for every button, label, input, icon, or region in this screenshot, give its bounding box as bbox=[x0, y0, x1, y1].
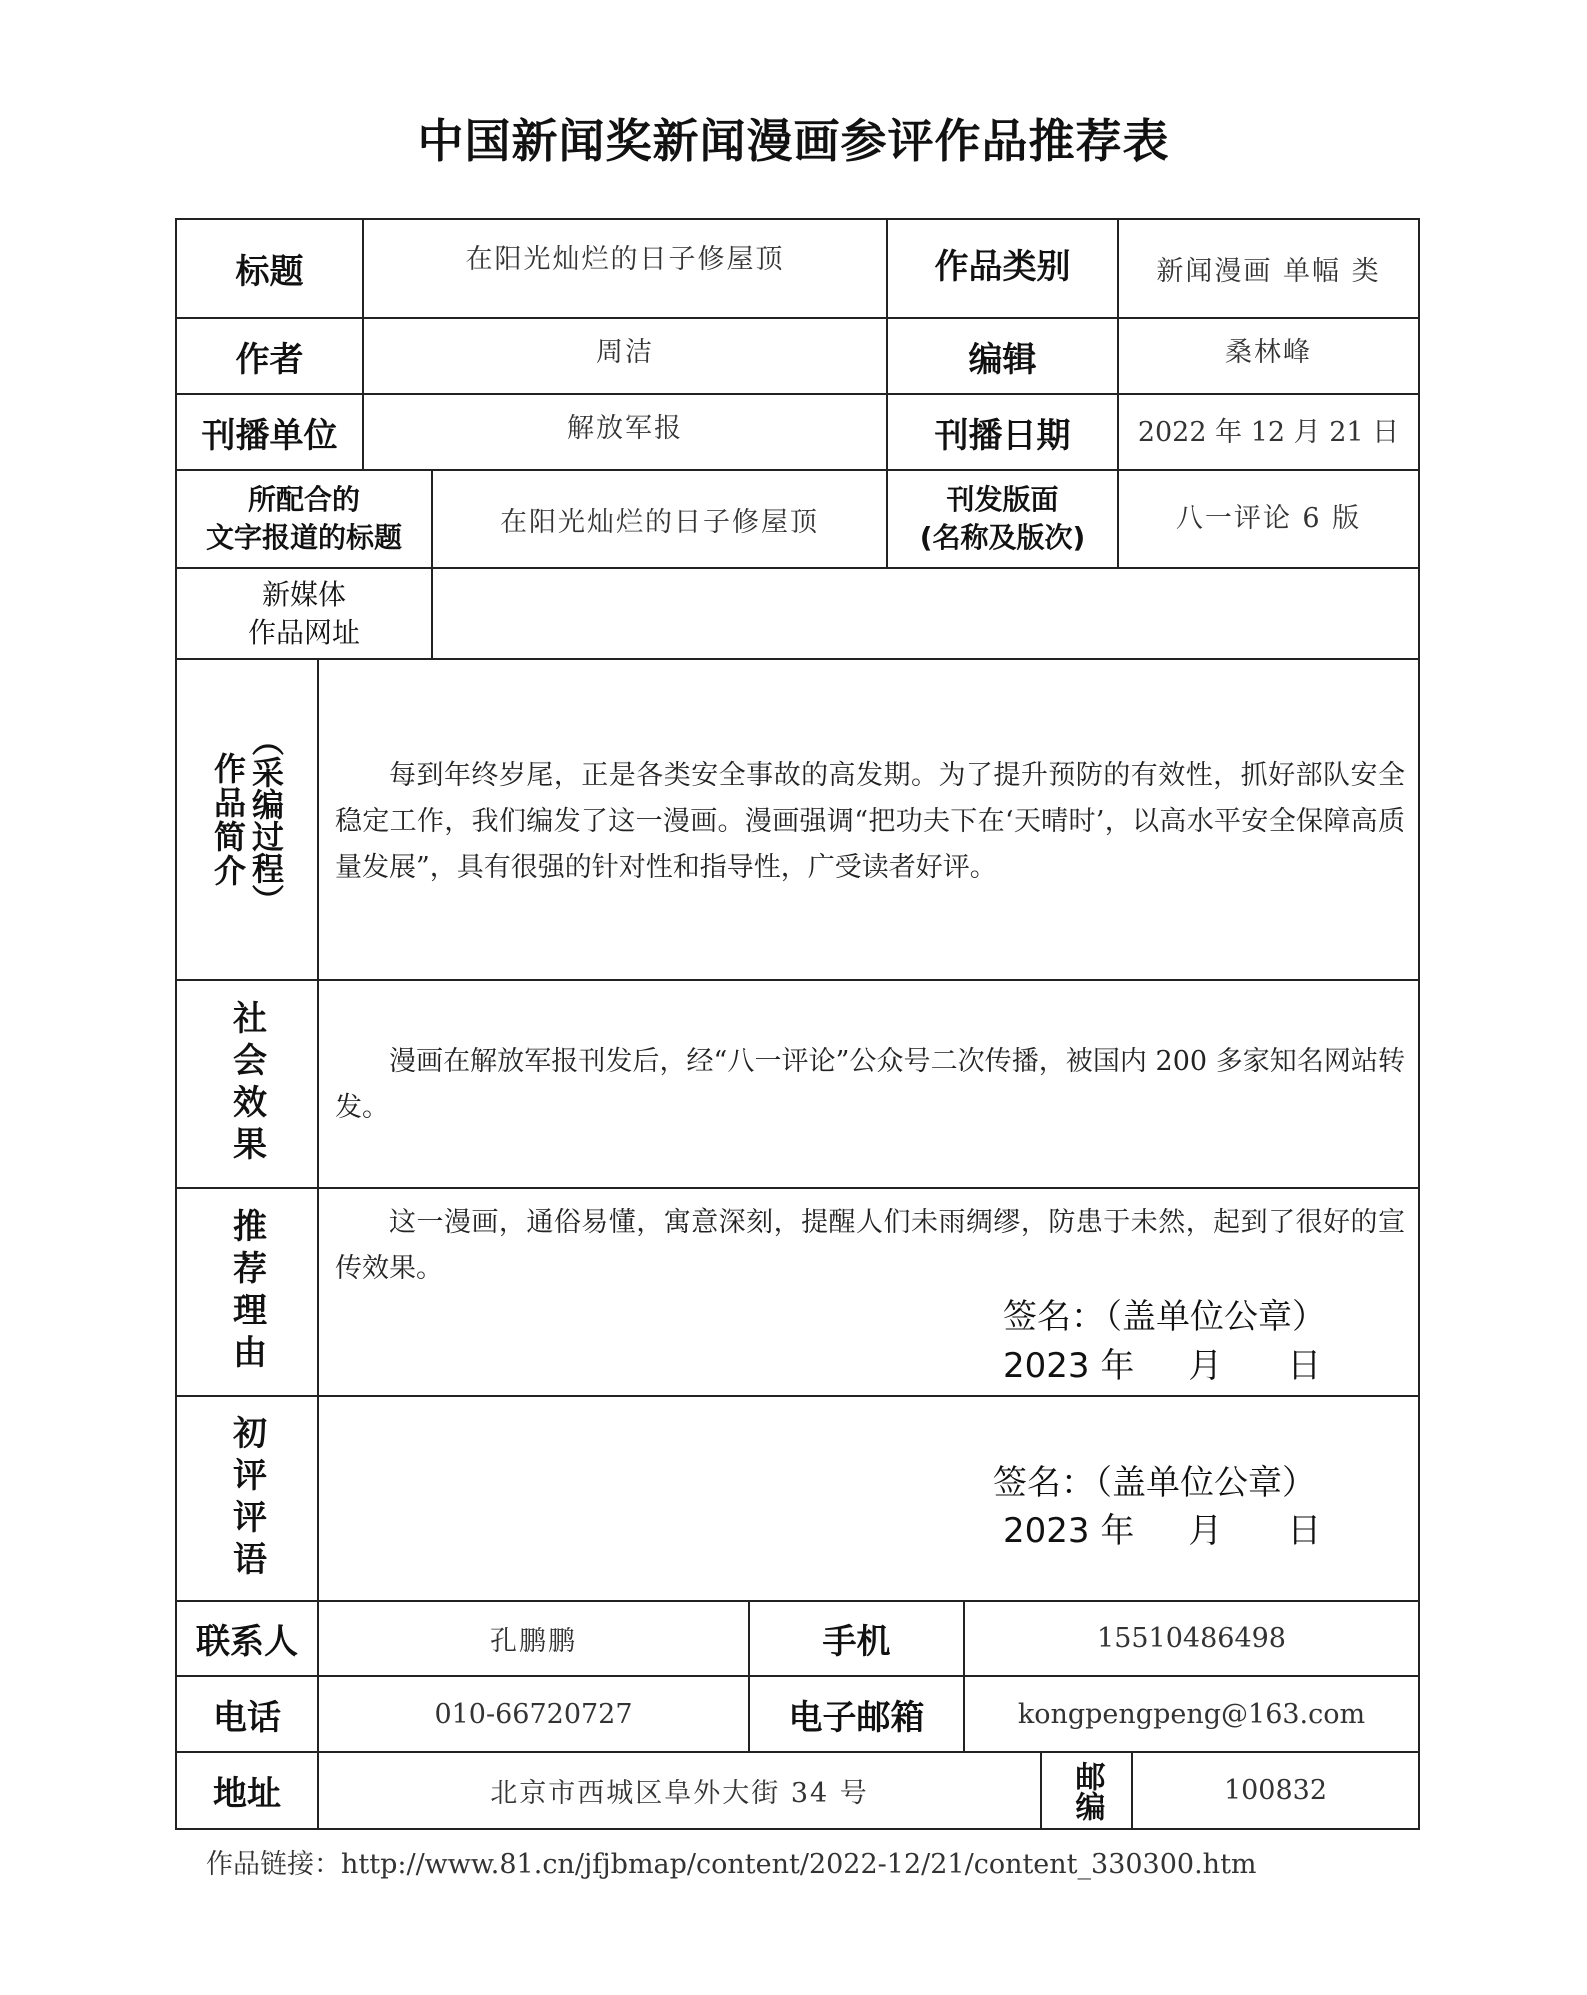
address-value: 北京市西城区阜外大街 34 号 bbox=[490, 1778, 869, 1809]
recommend-date: 2023 年 月 日 bbox=[1003, 1346, 1322, 1386]
editor-value: 桑林峰 bbox=[1225, 336, 1312, 368]
mobile-value: 15510486498 bbox=[1097, 1623, 1286, 1654]
related-report-label: 所配合的 文字报道的标题 bbox=[205, 483, 402, 554]
recommend-label: 推荐理由 bbox=[226, 1208, 267, 1376]
social-effect-text: 漫画在解放军报刊发后，经“八一评论”公众号二次传播，被国内 200 多家知名网站转发。 bbox=[335, 1046, 1405, 1123]
email-value: kongpengpeng@163.com bbox=[1017, 1698, 1366, 1730]
intro-label-sub: （采编过程） bbox=[247, 723, 285, 916]
mobile-label: 手机 bbox=[822, 1622, 891, 1662]
headline-value: 在阳光灿烂的日子修屋顶 bbox=[465, 244, 785, 275]
author-label: 作者 bbox=[235, 339, 304, 380]
email-label: 电子邮箱 bbox=[788, 1697, 925, 1738]
recommend-text: 这一漫画，通俗易懂，寓意深刻，提醒人们未雨绸缪，防患于未然，起到了很好的宣传效果。 bbox=[335, 1207, 1405, 1284]
intro-label bbox=[177, 660, 317, 979]
zip-label: 邮编 bbox=[1069, 1760, 1105, 1821]
category-value: 新闻漫画 单幅 类 bbox=[1156, 256, 1381, 287]
review-label: 初评评语 bbox=[226, 1414, 267, 1583]
work-link[interactable]: 作品链接：http://www.81.cn/jfjbmap/content/2022-12/21/content_330300.htm bbox=[206, 1849, 1257, 1880]
date-value: 2022 年 12 月 21 日 bbox=[1137, 416, 1400, 448]
contact-person-value: 孔鹏鹏 bbox=[490, 1626, 577, 1657]
date-label: 刊播日期 bbox=[934, 415, 1071, 456]
form-title: 中国新闻奖新闻漫画参评作品推荐表 bbox=[417, 114, 1170, 168]
intro-text: 每到年终岁尾，正是各类安全事故的高发期。为了提升预防的有效性，抓好部队安全稳定工作，我们编发了这一漫画。漫画强调“把功夫下在‘天晴时’，以高水平安全保障高质量发展”，具有很强的针对性和指导性，广受读者好评。 bbox=[335, 760, 1405, 883]
contact-person-label: 联系人 bbox=[196, 1622, 298, 1662]
new-media-label: 新媒体 作品网址 bbox=[247, 577, 360, 649]
intro-label-main: 作品简介 bbox=[209, 751, 247, 888]
publisher-value: 解放军报 bbox=[567, 412, 683, 444]
phone-label: 电话 bbox=[213, 1697, 281, 1738]
recommend-signature: 签名：（盖单位公章） bbox=[1003, 1297, 1326, 1337]
page-value: 八一评论 6 版 bbox=[1175, 502, 1362, 534]
headline-label: 标题 bbox=[235, 252, 304, 292]
phone-value: 010-66720727 bbox=[434, 1698, 633, 1730]
address-label: 地址 bbox=[213, 1774, 281, 1814]
page-label: 刊发版面 (名称及版次) bbox=[919, 483, 1086, 554]
zip-value: 100832 bbox=[1223, 1775, 1328, 1806]
author-value: 周洁 bbox=[596, 336, 654, 368]
editor-label: 编辑 bbox=[968, 339, 1037, 380]
publisher-label: 刊播单位 bbox=[201, 415, 338, 456]
category-label: 作品类别 bbox=[934, 247, 1071, 287]
social-effect-label: 社会效果 bbox=[226, 1000, 267, 1168]
review-signature: 签名：（盖单位公章） bbox=[993, 1463, 1316, 1503]
review-date: 2023 年 月 日 bbox=[1003, 1511, 1322, 1551]
related-report-value: 在阳光灿烂的日子修屋顶 bbox=[500, 506, 819, 538]
new-media-value bbox=[433, 569, 1418, 658]
